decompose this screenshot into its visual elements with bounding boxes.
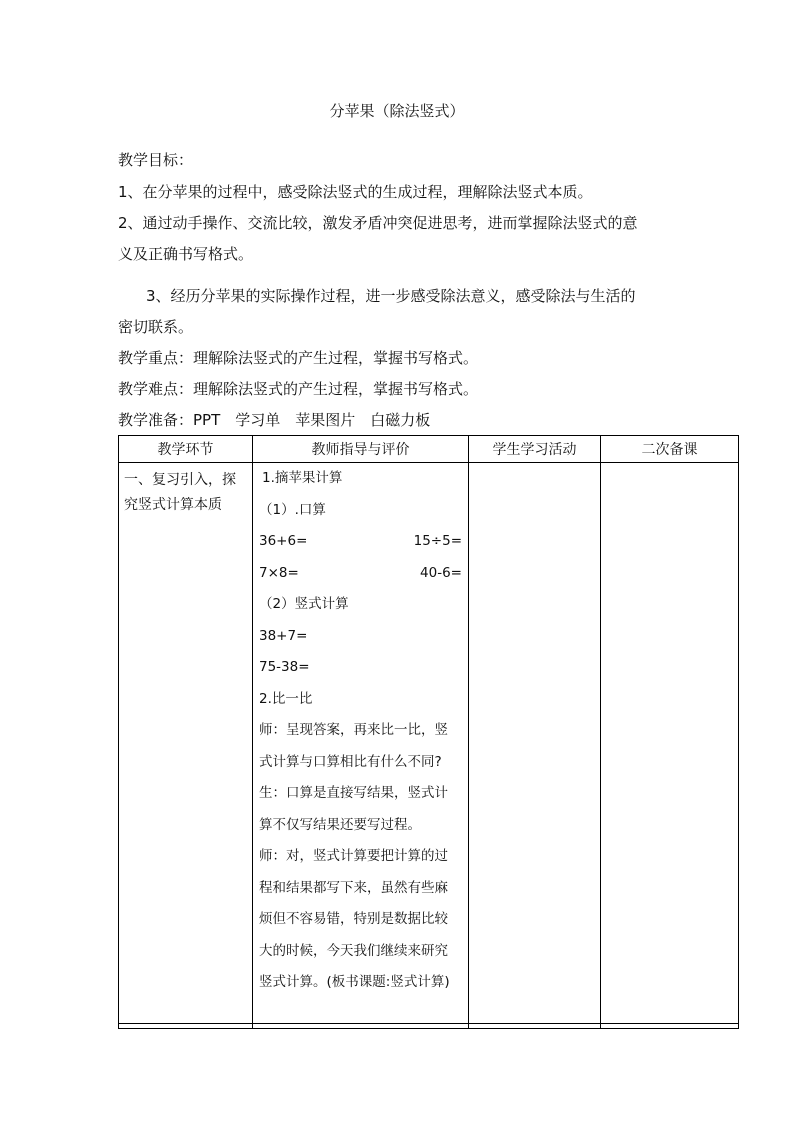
preparation: 教学准备：PPT 学习单 苹果图片 白磁力板 xyxy=(118,411,431,429)
guide-line: （1）.口算 xyxy=(259,501,326,518)
guide-line: 烦但不容易错，特别是数据比较 xyxy=(259,911,448,927)
calc-item: 40-6= xyxy=(420,564,462,581)
guide-line: 式计算与口算相比有什么不同? xyxy=(259,753,442,770)
guide-line: 1.摘苹果计算 xyxy=(262,470,343,486)
header-second-prep: 二次备课 xyxy=(601,436,739,463)
header-student-activity: 学生学习活动 xyxy=(469,436,601,463)
student-activity-cell xyxy=(469,463,601,1024)
objective-2-line2: 义及正确书写格式。 xyxy=(118,245,254,263)
objective-2-line1: 2、通过动手操作、交流比较，激发矛盾冲突促进思考，进而掌握除法竖式的意 xyxy=(118,214,638,232)
table-header-row xyxy=(119,436,739,463)
difficulty: 教学难点：理解除法竖式的产生过程，掌握书写格式。 xyxy=(118,380,479,398)
guide-line: 程和结果都写下来，虽然有些麻 xyxy=(259,879,448,896)
guide-line: 生：口算是直接写结果，竖式计 xyxy=(259,785,448,801)
stage-line-2: 究竖式计算本质 xyxy=(124,497,222,513)
stage-line-1: 一、复习引入，探 xyxy=(124,472,236,488)
objective-3-line1: 3、经历分苹果的实际操作过程，进一步感受除法意义，感受除法与生活的 xyxy=(146,287,636,305)
empty-cell xyxy=(601,1024,739,1029)
calc-item: 36+6= xyxy=(259,533,308,549)
calc-item: 7×8= xyxy=(259,564,299,581)
guide-line: 38+7= xyxy=(259,627,308,644)
guide-line: 2.比一比 xyxy=(259,690,313,707)
objective-3-line2: 密切联系。 xyxy=(118,318,194,336)
second-prep-cell xyxy=(601,463,739,1024)
guide-line: 师：呈现答案，再来比一比，竖 xyxy=(259,722,448,738)
empty-cell xyxy=(253,1024,469,1029)
key-point: 教学重点：理解除法竖式的产生过程，掌握书写格式。 xyxy=(118,349,479,367)
guide-line: 师：对，竖式计算要把计算的过 xyxy=(259,848,448,864)
objective-1: 1、在分苹果的过程中，感受除法竖式的生成过程，理解除法竖式本质。 xyxy=(118,183,593,201)
guide-line-pair xyxy=(259,526,462,558)
objectives-heading: 教学目标： xyxy=(118,151,194,169)
guide-line: 算不仅写结果还要写过程。 xyxy=(259,816,421,833)
calc-item: 15÷5= xyxy=(413,533,462,549)
table-row xyxy=(119,463,739,1024)
page-title: 分苹果（除法竖式） xyxy=(329,102,465,120)
guide-line: 竖式计算。(板书课题:竖式计算) xyxy=(259,974,450,990)
empty-cell xyxy=(119,1024,253,1029)
guide-line: 75-38= xyxy=(259,659,310,675)
guide-line-pair xyxy=(259,558,462,590)
guidance-cell xyxy=(253,463,469,1024)
header-guidance: 教师指导与评价 xyxy=(253,436,469,463)
guide-line: （2）竖式计算 xyxy=(259,596,349,612)
guide-line: 大的时候，今天我们继续来研究 xyxy=(259,942,448,959)
table-bottom-row xyxy=(119,1024,739,1029)
stage-cell xyxy=(119,463,253,1024)
empty-cell xyxy=(469,1024,601,1029)
lesson-table xyxy=(118,435,739,1029)
header-stage: 教学环节 xyxy=(119,436,253,463)
